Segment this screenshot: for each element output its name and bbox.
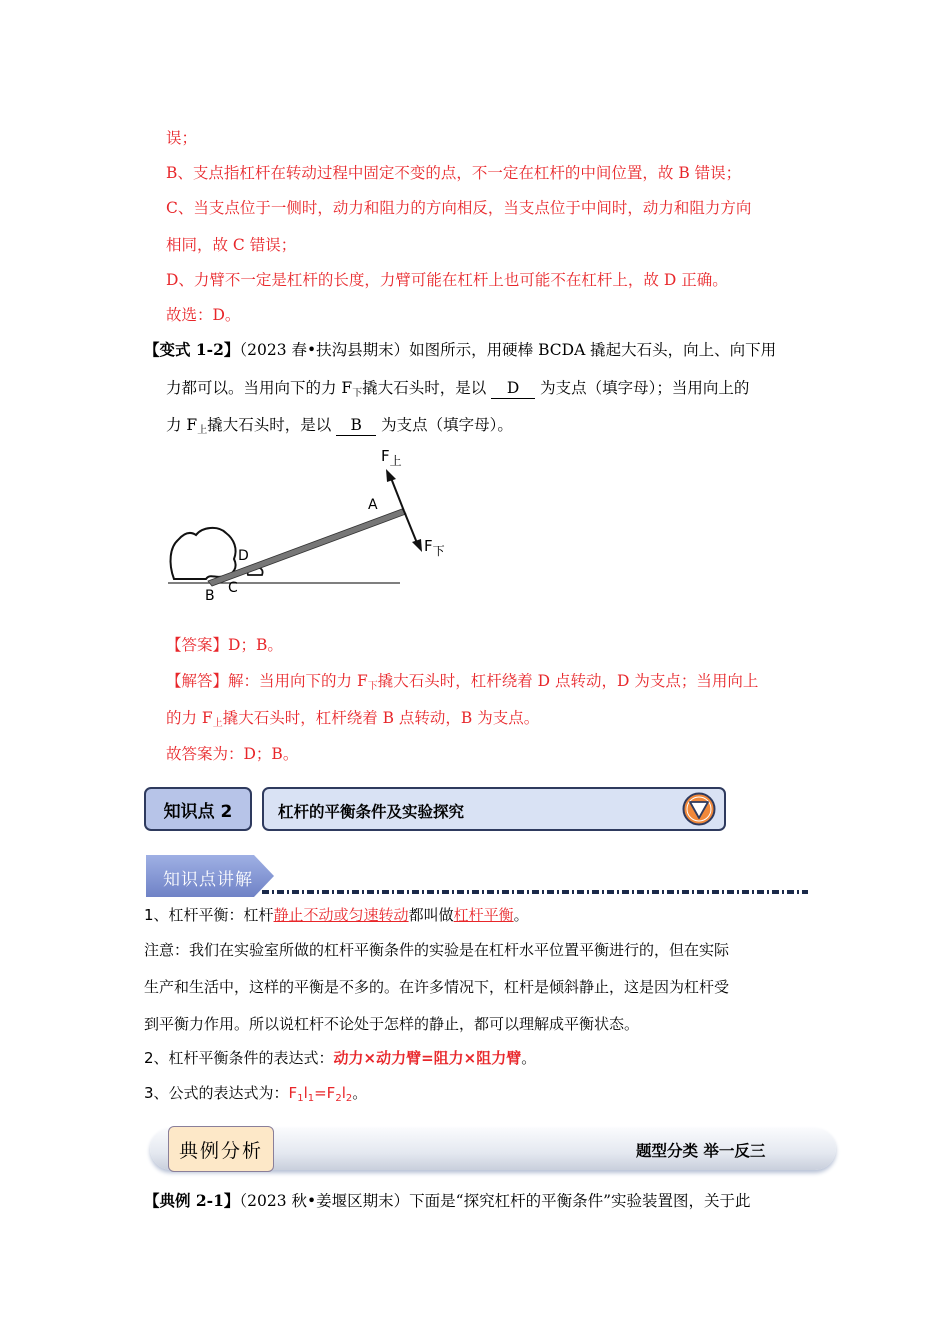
body-point-2 <box>144 1048 536 1068</box>
example-text: （2023 秋•姜堰区期末）下面是“探究杠杆的平衡条件”实验装置图，关于此 <box>239 1192 751 1210</box>
body-p3-post: 。 <box>352 1084 368 1102</box>
force-up-arrowhead <box>386 469 396 482</box>
variant-line-2 <box>166 378 749 404</box>
analysis-line-2 <box>166 708 539 734</box>
body-p2-pre: 2、杠杆平衡条件的表达式： <box>144 1049 334 1067</box>
label-f-down: $F_下$ <box>424 537 445 558</box>
solution-line-c2: 相同，故 C 错误； <box>166 236 297 254</box>
variant-label: 【变式 1-2】 <box>144 340 240 359</box>
label-d: D <box>238 548 249 564</box>
solution-line-b: B、支点指杠杆在转动过程中固定不变的点，不一定在杠杆的中间位置，故 B 错误； <box>166 164 742 182</box>
body-point-3 <box>144 1083 367 1109</box>
variant-text-2a: 力都可以。当用向下的力 F <box>166 379 353 397</box>
body-note-3: 到平衡力作用。所以说杠杆不论处于怎样的静止，都可以理解成平衡状态。 <box>144 1015 640 1033</box>
analysis-line-3: 故答案为：D；B。 <box>166 745 299 763</box>
answer-line <box>166 635 283 655</box>
rock <box>171 528 236 579</box>
label-b: B <box>205 588 215 604</box>
force-up-arrow <box>391 478 404 511</box>
force-down-arrow <box>404 511 417 543</box>
body-p1-pre: 1、杠杆平衡：杠杆 <box>144 906 274 924</box>
variant-text-3c: 为支点（填字母）。 <box>381 416 513 434</box>
lever-figure <box>160 445 460 610</box>
example-label: 【典例 2-1】 <box>144 1191 240 1210</box>
body-p3-pre: 3、公式的表达式为： <box>144 1084 289 1102</box>
subscript-up: 上 <box>197 425 208 436</box>
example-bar-right: 题型分类 举一反三 <box>636 1141 766 1160</box>
explanation-banner-text: 知识点讲解 <box>163 870 253 890</box>
variant-line-1 <box>144 340 776 360</box>
label-c: C <box>228 580 238 596</box>
variant-text-2b: 撬大石头时，是以 <box>362 379 487 397</box>
body-p1-mid: 都叫做 <box>408 906 454 924</box>
example-tab: 典例分析 <box>168 1126 274 1172</box>
example-line-1 <box>144 1191 751 1211</box>
body-note-1: 注意：我们在实验室所做的杠杆平衡条件的实验是在杠杆水平位置平衡进行的，但在实际 <box>144 941 730 959</box>
body-p1-highlight-1: 静止不动或匀速转动 <box>273 906 409 924</box>
analysis-text-2b: 撬大石头时，杠杆绕着 B 点转动，B 为支点。 <box>222 709 540 727</box>
variant-text-3a: 力 F <box>166 416 198 434</box>
body-p2-formula: 动力×动力臂=阻力×阻力臂 <box>333 1049 522 1067</box>
answer-blank-2[interactable]: B <box>336 415 376 436</box>
label-a: A <box>368 497 378 513</box>
analysis-text-2a: 的力 F <box>166 709 213 727</box>
solution-choice: 故选：D。 <box>166 306 241 324</box>
subscript-down: 下 <box>352 388 363 399</box>
analysis-subscript-down: 下 <box>367 681 378 692</box>
variant-line-3 <box>166 415 513 441</box>
analysis-text-1a: 解：当用向下的力 F <box>228 672 368 690</box>
analysis-text-1b: 撬大石头时，杠杆绕着 D 点转动，D 为支点；当用向上 <box>377 672 759 690</box>
solution-line-c1: C、当支点位于一侧时，动力和阻力的方向相反，当支点位于中间时，动力和阻力方向 <box>166 199 752 217</box>
label-f-up: $F_上$ <box>381 447 402 468</box>
body-p3-formula: $F_1l_1=F_2l_2$ <box>288 1084 353 1104</box>
variant-text-3b: 撬大石头时，是以 <box>207 416 332 434</box>
knowledge-point-title: 杠杆的平衡条件及实验探究 <box>278 803 465 821</box>
body-p1-highlight-2: 杠杆平衡 <box>453 906 514 924</box>
analysis-subscript-up: 上 <box>212 718 223 729</box>
answer-text: D；B。 <box>228 636 283 654</box>
knowledge-point-tag: 知识点 2 <box>144 787 252 831</box>
variant-text-2c: 为支点（填字母）；当用向上的 <box>540 379 750 397</box>
analysis-label: 【解答】 <box>166 672 229 690</box>
down-triangle-icon[interactable] <box>682 792 716 826</box>
body-p1-post: 。 <box>513 906 529 924</box>
force-down-arrowhead <box>412 539 422 552</box>
answer-blank-1[interactable]: D <box>491 378 535 399</box>
body-point-1 <box>144 905 529 925</box>
answer-label: 【答案】 <box>166 636 229 654</box>
variant-text-1: （2023 春•扶沟县期末）如图所示，用硬棒 BCDA 撬起大石头，向上、向下用 <box>239 341 777 359</box>
solution-line-a: 误； <box>166 129 198 147</box>
dashed-divider <box>262 890 808 894</box>
knowledge-point-bar <box>262 787 726 831</box>
body-note-2: 生产和生活中，这样的平衡是不多的。在许多情况下，杠杆是倾斜静止，这是因为杠杆受 <box>144 978 730 996</box>
body-p2-post: 。 <box>521 1049 537 1067</box>
solution-line-d: D、力臂不一定是杠杆的长度，力臂可能在杠杆上也可能不在杠杆上，故 D 正确。 <box>166 271 728 289</box>
analysis-line-1 <box>166 671 758 697</box>
